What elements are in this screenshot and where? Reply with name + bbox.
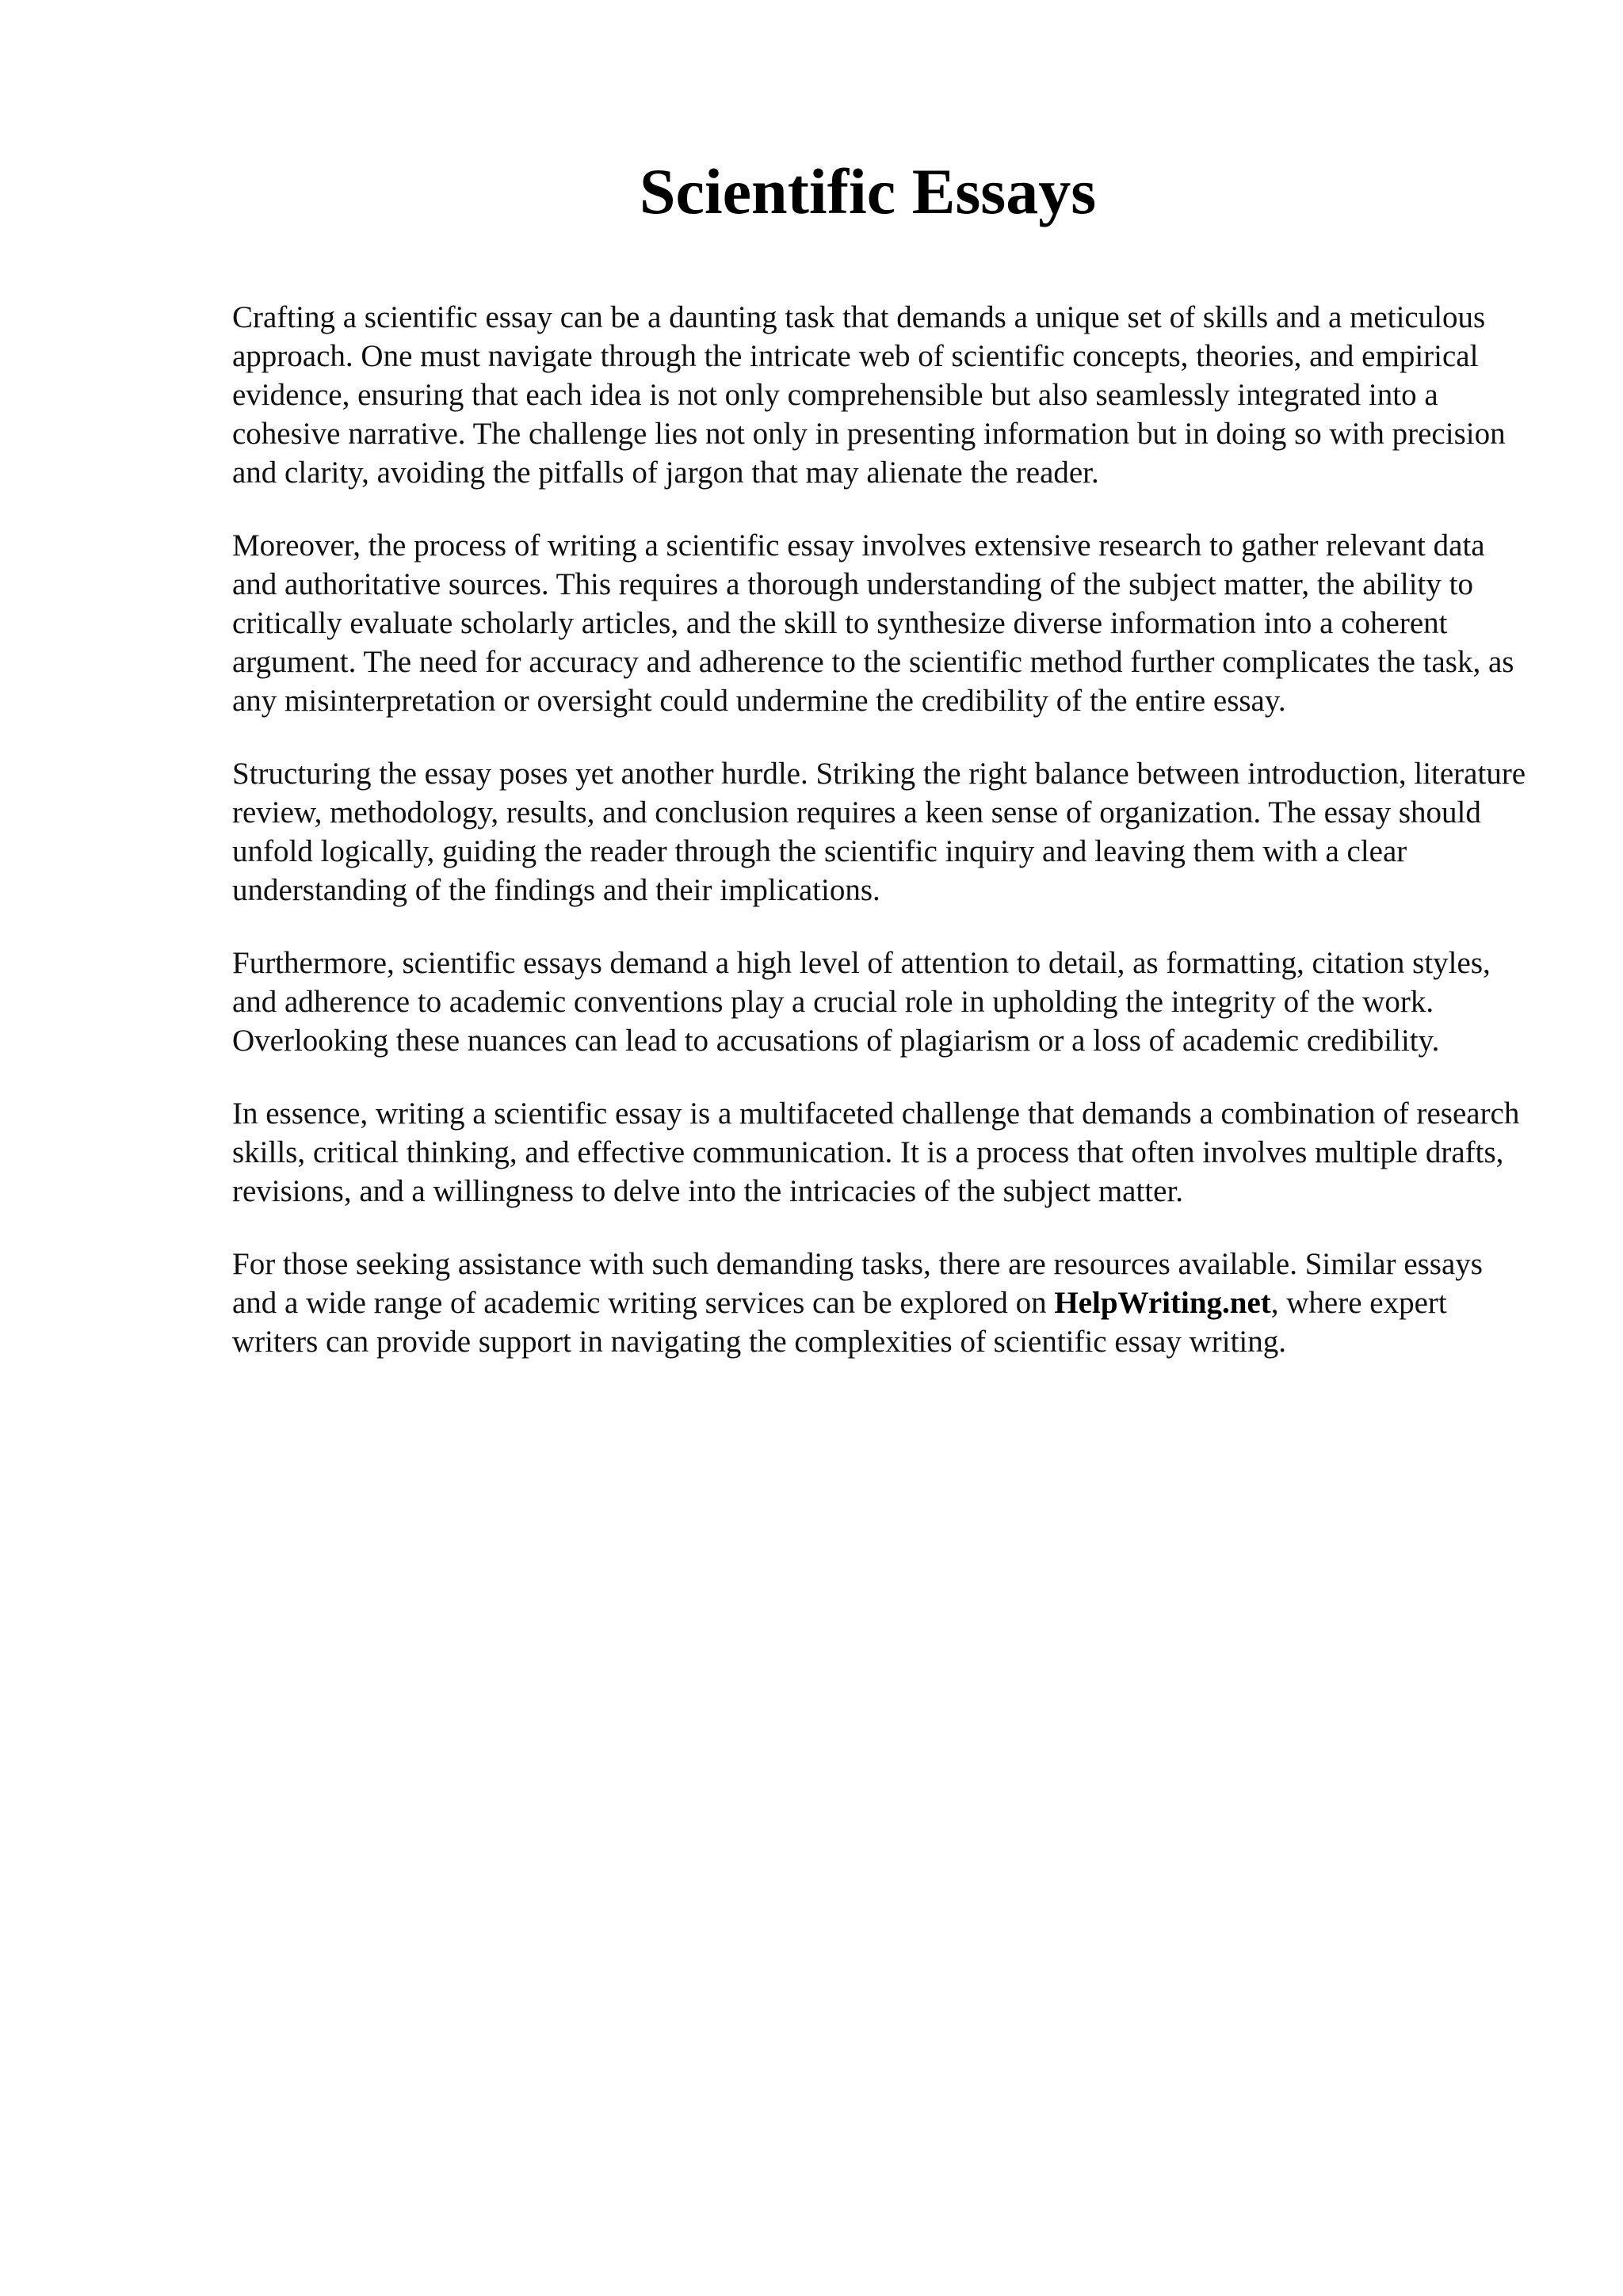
- paragraph-5: In essence, writing a scientific essay is a multifaceted challenge that demands a combination of research skills, critical thinking, and effective communication. It is a process that often involves multiple drafts, revisions, and a willingness to delve into the intricacies of the subject matter.: [232, 1097, 1520, 1208]
- paragraph-4: Furthermore, scientific essays demand a high level of attention to detail, as formatting, citation styles, and adherence to academic conventions play a crucial role in upholding the integrity of the work. Overlooking these nuances can lead to accusations of plagiarism or a loss of academic credibility.: [232, 946, 1491, 1058]
- document-title: Scientific Essays: [639, 155, 1097, 227]
- helpwriting-link[interactable]: HelpWriting.net: [1054, 1286, 1271, 1320]
- paragraph-6: [232, 1245, 1532, 1361]
- paragraph-3: Structuring the essay poses yet another hurdle. Striking the right balance between introduction, literature review, methodology, results, and conclusion requires a keen sense of organization. The essay should unfold logically, guiding the reader through the scientific inquiry and leaving them with a clear understanding of the findings and their implications.: [232, 757, 1526, 907]
- paragraph-1: Crafting a scientific essay can be a daunting task that demands a unique set of skills and a meticulous approach. One must navigate through the intricate web of scientific concepts, theories, and empirical evidence, ensuring that each idea is not only comprehensible but also seamlessly integrated into a cohesive narrative. The challenge lies not only in presenting information but in doing so with precision and clarity, avoiding the pitfalls of jargon that may alienate the reader.: [232, 300, 1506, 490]
- paragraph-6-text-after: , where expert writers can provide support in navigating the complexities of scientific essay writing.: [232, 1286, 1447, 1359]
- paragraph-6-text-before: For those seeking assistance with such demanding tasks, there are resources available. Similar essays and a wide range of academic writing services can be explored on: [232, 1247, 1483, 1320]
- paragraph-2: Moreover, the process of writing a scientific essay involves extensive research to gather relevant data and authoritative sources. This requires a thorough understanding of the subject matter, the ability to critically evaluate scholarly articles, and the skill to synthesize diverse information into a coherent argument. The need for accuracy and adherence to the scientific method further complicates the task, as any misinterpretation or oversight could undermine the credibility of the entire essay.: [232, 528, 1514, 718]
- document-body: [232, 298, 1532, 1395]
